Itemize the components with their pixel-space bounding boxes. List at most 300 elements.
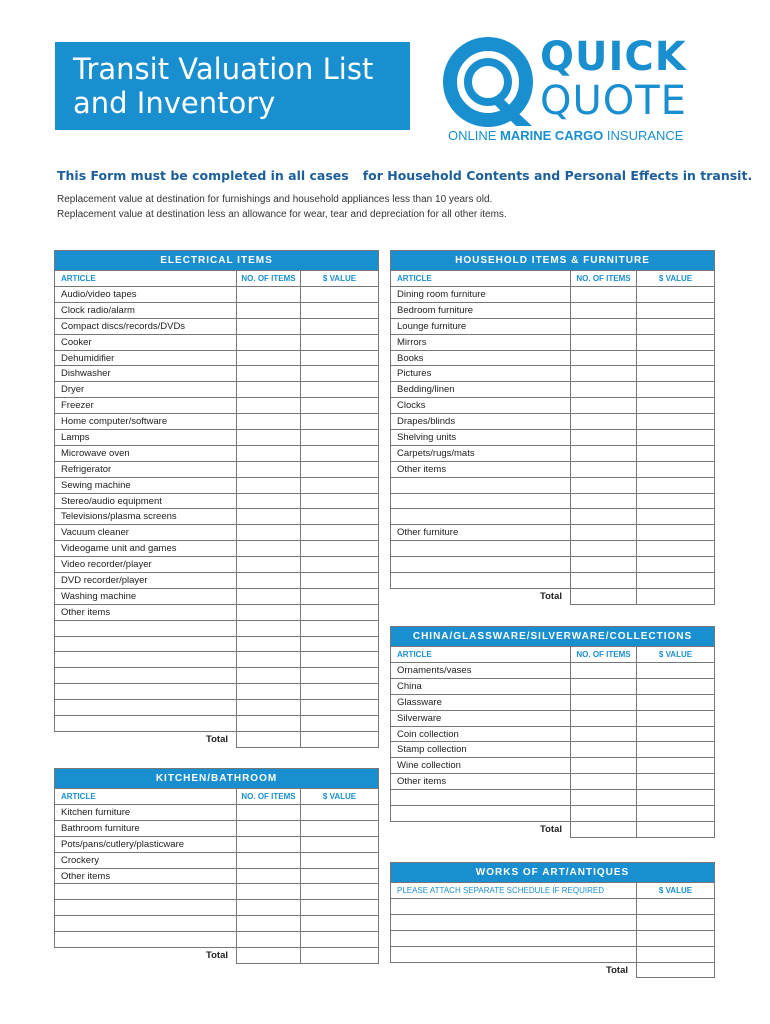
value-input-cell[interactable] <box>637 461 715 477</box>
title-line-1: Transit Valuation List <box>73 52 374 86</box>
value-input-cell[interactable] <box>301 414 379 430</box>
table-row <box>55 805 379 821</box>
count-input-cell[interactable] <box>571 382 637 398</box>
value-input-cell[interactable] <box>301 668 379 684</box>
section-title: WORKS OF ART/ANTIQUES <box>391 863 715 883</box>
value-input-cell[interactable] <box>637 445 715 461</box>
count-input-cell[interactable] <box>237 700 301 716</box>
table-row <box>55 932 379 948</box>
logo-tagline: ONLINE MARINE CARGO INSURANCE <box>448 128 684 143</box>
table-row <box>391 557 715 573</box>
table-row <box>391 710 715 726</box>
table-row <box>391 382 715 398</box>
article-cell: Bedroom furniture <box>391 302 571 318</box>
article-cell <box>55 668 237 684</box>
count-input-cell[interactable] <box>571 509 637 525</box>
value-input-cell[interactable] <box>637 350 715 366</box>
value-input-cell[interactable] <box>301 805 379 821</box>
table-row <box>391 899 715 915</box>
total-count-cell[interactable] <box>237 948 301 964</box>
count-input-cell[interactable] <box>237 302 301 318</box>
count-input-cell[interactable] <box>571 398 637 414</box>
count-input-cell[interactable] <box>237 318 301 334</box>
article-cell: Stereo/audio equipment <box>55 493 237 509</box>
count-input-cell[interactable] <box>237 916 301 932</box>
count-input-cell[interactable] <box>571 334 637 350</box>
article-cell: Pots/pans/cutlery/plasticware <box>55 836 237 852</box>
article-cell: Dishwasher <box>55 366 237 382</box>
value-input-cell[interactable] <box>301 573 379 589</box>
count-input-cell[interactable] <box>237 716 301 732</box>
value-input-cell[interactable] <box>301 700 379 716</box>
article-cell: Stamp collection <box>391 742 571 758</box>
total-label: Total <box>391 962 637 978</box>
count-input-cell[interactable] <box>237 557 301 573</box>
value-input-cell[interactable] <box>301 302 379 318</box>
table-row <box>55 541 379 557</box>
article-cell: Coin collection <box>391 726 571 742</box>
logo-word-quote: QUOTE <box>540 78 687 124</box>
value-input-cell[interactable] <box>637 318 715 334</box>
table-row <box>55 573 379 589</box>
title-line-2: and Inventory <box>73 86 276 120</box>
table-row <box>391 302 715 318</box>
count-input-cell[interactable] <box>571 350 637 366</box>
value-input-cell[interactable] <box>637 726 715 742</box>
table-row <box>391 678 715 694</box>
count-column-header: NO. OF ITEMS <box>571 647 637 663</box>
value-input-cell[interactable] <box>301 916 379 932</box>
count-input-cell[interactable] <box>571 710 637 726</box>
value-input-cell[interactable] <box>301 398 379 414</box>
section-title: CHINA/GLASSWARE/SILVERWARE/COLLECTIONS <box>391 627 715 647</box>
count-input-cell[interactable] <box>237 334 301 350</box>
article-cell <box>55 884 237 900</box>
table-row <box>55 509 379 525</box>
value-input-cell[interactable] <box>301 868 379 884</box>
value-input-cell[interactable] <box>637 758 715 774</box>
count-input-cell[interactable] <box>571 758 637 774</box>
count-input-cell[interactable] <box>237 525 301 541</box>
article-cell: Carpets/rugs/mats <box>391 445 571 461</box>
value-input-cell[interactable] <box>301 557 379 573</box>
article-cell <box>55 916 237 932</box>
count-input-cell[interactable] <box>571 694 637 710</box>
count-input-cell[interactable] <box>237 414 301 430</box>
section-title: HOUSEHOLD ITEMS & FURNITURE <box>391 251 715 271</box>
count-input-cell[interactable] <box>571 302 637 318</box>
article-cell <box>55 636 237 652</box>
value-input-cell[interactable] <box>301 477 379 493</box>
article-cell: Mirrors <box>391 334 571 350</box>
count-input-cell[interactable] <box>571 557 637 573</box>
value-input-cell[interactable] <box>637 573 715 589</box>
article-cell: Books <box>391 350 571 366</box>
count-input-cell[interactable] <box>237 573 301 589</box>
value-input-cell[interactable] <box>301 334 379 350</box>
table-row <box>391 509 715 525</box>
article-cell: China <box>391 678 571 694</box>
table-row <box>391 694 715 710</box>
table-row <box>55 557 379 573</box>
table-row <box>391 758 715 774</box>
table-row <box>391 493 715 509</box>
total-value-cell[interactable] <box>637 962 715 978</box>
count-input-cell[interactable] <box>237 445 301 461</box>
value-input-cell[interactable] <box>301 509 379 525</box>
table-row <box>391 946 715 962</box>
value-input-cell[interactable] <box>637 899 715 915</box>
count-input-cell[interactable] <box>237 868 301 884</box>
count-input-cell[interactable] <box>237 493 301 509</box>
article-cell: Freezer <box>55 398 237 414</box>
value-input-cell[interactable] <box>301 716 379 732</box>
table-row <box>55 318 379 334</box>
article-cell <box>55 700 237 716</box>
count-input-cell[interactable] <box>237 805 301 821</box>
count-input-cell[interactable] <box>237 836 301 852</box>
article-cell <box>55 684 237 700</box>
table-row <box>391 366 715 382</box>
total-value-cell[interactable] <box>637 821 715 837</box>
article-cell: Lamps <box>55 430 237 446</box>
value-input-cell[interactable] <box>301 684 379 700</box>
replacement-note-2: Replacement value at destination less an allowance for wear, tear and depreciation for all other items. <box>57 209 507 220</box>
attach-schedule-note: PLEASE ATTACH SEPARATE SCHEDULE IF REQUIRED <box>391 883 637 899</box>
total-label: Total <box>391 821 571 837</box>
article-cell: Home computer/software <box>55 414 237 430</box>
table-row <box>391 806 715 822</box>
kitchen-bathroom-table <box>54 768 379 964</box>
article-cell: Televisions/plasma screens <box>55 509 237 525</box>
value-input-cell[interactable] <box>637 287 715 303</box>
table-header-row <box>391 863 715 883</box>
table-row <box>55 477 379 493</box>
article-cell <box>391 806 571 822</box>
count-input-cell[interactable] <box>571 774 637 790</box>
article-cell: Other items <box>391 461 571 477</box>
value-input-cell[interactable] <box>637 663 715 679</box>
count-input-cell[interactable] <box>571 573 637 589</box>
article-cell: Lounge furniture <box>391 318 571 334</box>
electrical-items-table <box>54 250 379 748</box>
count-input-cell[interactable] <box>237 884 301 900</box>
article-cell: Clocks <box>391 398 571 414</box>
count-input-cell[interactable] <box>571 790 637 806</box>
count-input-cell[interactable] <box>571 493 637 509</box>
value-input-cell[interactable] <box>637 509 715 525</box>
value-input-cell[interactable] <box>301 461 379 477</box>
value-input-cell[interactable] <box>637 541 715 557</box>
article-cell: Dining room furniture <box>391 287 571 303</box>
count-input-cell[interactable] <box>237 588 301 604</box>
value-input-cell[interactable] <box>637 477 715 493</box>
count-input-cell[interactable] <box>237 620 301 636</box>
total-count-cell[interactable] <box>237 731 301 747</box>
table-row <box>55 350 379 366</box>
count-input-cell[interactable] <box>237 398 301 414</box>
count-input-cell[interactable] <box>571 445 637 461</box>
table-row <box>391 663 715 679</box>
count-input-cell[interactable] <box>571 726 637 742</box>
article-cell: Dryer <box>55 382 237 398</box>
count-input-cell[interactable] <box>571 318 637 334</box>
value-input-cell[interactable] <box>637 678 715 694</box>
table-row <box>55 868 379 884</box>
article-cell: Cooker <box>55 334 237 350</box>
article-column-header: ARTICLE <box>55 789 237 805</box>
value-input-cell[interactable] <box>301 652 379 668</box>
table-row <box>391 398 715 414</box>
article-cell: Glassware <box>391 694 571 710</box>
value-input-cell[interactable] <box>301 884 379 900</box>
value-input-cell[interactable] <box>301 604 379 620</box>
article-cell: Shelving units <box>391 430 571 446</box>
count-input-cell[interactable] <box>237 461 301 477</box>
count-input-cell[interactable] <box>571 678 637 694</box>
household-furniture-table <box>390 250 715 605</box>
article-cell: Audio/video tapes <box>55 287 237 303</box>
count-input-cell[interactable] <box>237 668 301 684</box>
table-row <box>55 382 379 398</box>
article-cell <box>391 541 571 557</box>
value-input-cell[interactable] <box>301 525 379 541</box>
count-input-cell[interactable] <box>571 287 637 303</box>
value-input-cell[interactable] <box>301 932 379 948</box>
article-cell: Clock radio/alarm <box>55 302 237 318</box>
total-row <box>55 948 379 964</box>
article-cell: Other furniture <box>391 525 571 541</box>
count-input-cell[interactable] <box>237 430 301 446</box>
column-header-row <box>55 789 379 805</box>
value-input-cell[interactable] <box>637 914 715 930</box>
table-row <box>55 684 379 700</box>
value-input-cell[interactable] <box>301 382 379 398</box>
count-column-header: NO. OF ITEMS <box>237 271 301 287</box>
total-value-cell[interactable] <box>301 731 379 747</box>
section-title: ELECTRICAL ITEMS <box>55 251 379 271</box>
count-column-header: NO. OF ITEMS <box>571 271 637 287</box>
article-cell: Bathroom furniture <box>55 820 237 836</box>
article-cell: Ornaments/vases <box>391 663 571 679</box>
article-input-cell[interactable] <box>391 930 637 946</box>
value-input-cell[interactable] <box>637 694 715 710</box>
article-cell: Kitchen furniture <box>55 805 237 821</box>
table-row <box>391 350 715 366</box>
value-input-cell[interactable] <box>637 946 715 962</box>
value-input-cell[interactable] <box>301 493 379 509</box>
count-input-cell[interactable] <box>237 477 301 493</box>
count-input-cell[interactable] <box>571 525 637 541</box>
count-input-cell[interactable] <box>237 684 301 700</box>
value-input-cell[interactable] <box>301 636 379 652</box>
total-count-cell[interactable] <box>571 588 637 604</box>
article-cell: Other items <box>391 774 571 790</box>
table-row <box>55 852 379 868</box>
count-input-cell[interactable] <box>571 414 637 430</box>
count-input-cell[interactable] <box>571 430 637 446</box>
table-row <box>391 930 715 946</box>
value-input-cell[interactable] <box>637 302 715 318</box>
count-input-cell[interactable] <box>571 806 637 822</box>
article-cell: Video recorder/player <box>55 557 237 573</box>
value-input-cell[interactable] <box>301 366 379 382</box>
title-banner <box>55 42 410 130</box>
value-input-cell[interactable] <box>637 710 715 726</box>
value-input-cell[interactable] <box>637 398 715 414</box>
column-header-row <box>391 883 715 899</box>
count-input-cell[interactable] <box>237 652 301 668</box>
article-cell: DVD recorder/player <box>55 573 237 589</box>
value-input-cell[interactable] <box>301 541 379 557</box>
total-row <box>391 821 715 837</box>
table-row <box>391 790 715 806</box>
article-cell <box>391 509 571 525</box>
table-row <box>55 716 379 732</box>
replacement-note-1: Replacement value at destination for furnishings and household appliances less than 10 years old. <box>57 194 493 205</box>
table-row <box>55 836 379 852</box>
logo-word-quick: QUICK <box>540 34 687 80</box>
value-input-cell[interactable] <box>637 930 715 946</box>
value-column-header: $ VALUE <box>637 647 715 663</box>
table-row <box>55 668 379 684</box>
article-cell: Dehumidifier <box>55 350 237 366</box>
article-cell <box>391 493 571 509</box>
value-column-header: $ VALUE <box>301 271 379 287</box>
article-input-cell[interactable] <box>391 914 637 930</box>
article-cell <box>391 790 571 806</box>
count-input-cell[interactable] <box>237 287 301 303</box>
article-cell <box>55 716 237 732</box>
value-input-cell[interactable] <box>301 588 379 604</box>
article-cell <box>55 652 237 668</box>
count-input-cell[interactable] <box>237 366 301 382</box>
count-input-cell[interactable] <box>571 742 637 758</box>
article-cell <box>391 557 571 573</box>
article-cell <box>391 573 571 589</box>
count-input-cell[interactable] <box>571 477 637 493</box>
table-row <box>391 318 715 334</box>
article-cell: Silverware <box>391 710 571 726</box>
value-input-cell[interactable] <box>301 900 379 916</box>
total-value-cell[interactable] <box>637 588 715 604</box>
article-column-header: ARTICLE <box>391 647 571 663</box>
count-column-header: NO. OF ITEMS <box>237 789 301 805</box>
table-row <box>55 620 379 636</box>
table-row <box>55 636 379 652</box>
value-input-cell[interactable] <box>301 350 379 366</box>
value-input-cell[interactable] <box>637 790 715 806</box>
count-input-cell[interactable] <box>237 900 301 916</box>
table-row <box>55 916 379 932</box>
total-row <box>55 731 379 747</box>
value-input-cell[interactable] <box>301 620 379 636</box>
article-cell <box>55 932 237 948</box>
count-input-cell[interactable] <box>571 541 637 557</box>
article-cell: Videogame unit and games <box>55 541 237 557</box>
article-column-header: ARTICLE <box>55 271 237 287</box>
article-cell: Bedding/linen <box>391 382 571 398</box>
article-cell: Other items <box>55 604 237 620</box>
value-input-cell[interactable] <box>301 836 379 852</box>
value-input-cell[interactable] <box>637 557 715 573</box>
count-input-cell[interactable] <box>237 820 301 836</box>
article-cell: Crockery <box>55 852 237 868</box>
count-input-cell[interactable] <box>571 461 637 477</box>
value-input-cell[interactable] <box>637 414 715 430</box>
table-row <box>391 477 715 493</box>
count-input-cell[interactable] <box>237 350 301 366</box>
article-cell <box>55 620 237 636</box>
value-input-cell[interactable] <box>301 287 379 303</box>
q-swirl-icon <box>440 30 540 130</box>
table-header-row <box>391 251 715 271</box>
table-row <box>55 588 379 604</box>
value-input-cell[interactable] <box>301 430 379 446</box>
article-cell: Wine collection <box>391 758 571 774</box>
article-input-cell[interactable] <box>391 946 637 962</box>
count-input-cell[interactable] <box>237 932 301 948</box>
value-input-cell[interactable] <box>637 334 715 350</box>
table-row <box>391 445 715 461</box>
count-input-cell[interactable] <box>237 509 301 525</box>
form-notice: This Form must be completed in all cases for Household Contents and Personal Effects in transit. <box>57 168 753 183</box>
value-input-cell[interactable] <box>301 318 379 334</box>
table-row <box>55 900 379 916</box>
value-input-cell[interactable] <box>637 525 715 541</box>
total-value-cell[interactable] <box>301 948 379 964</box>
table-row <box>55 884 379 900</box>
article-cell: Refrigerator <box>55 461 237 477</box>
table-row <box>55 493 379 509</box>
value-input-cell[interactable] <box>637 774 715 790</box>
table-row <box>391 287 715 303</box>
value-input-cell[interactable] <box>637 493 715 509</box>
value-input-cell[interactable] <box>301 445 379 461</box>
count-input-cell[interactable] <box>237 636 301 652</box>
value-input-cell[interactable] <box>637 742 715 758</box>
table-row <box>55 445 379 461</box>
total-count-cell[interactable] <box>571 821 637 837</box>
value-input-cell[interactable] <box>637 382 715 398</box>
article-input-cell[interactable] <box>391 899 637 915</box>
article-cell: Sewing machine <box>55 477 237 493</box>
works-of-art-table <box>390 862 715 978</box>
count-input-cell[interactable] <box>237 382 301 398</box>
count-input-cell[interactable] <box>237 604 301 620</box>
table-row <box>55 398 379 414</box>
value-input-cell[interactable] <box>301 852 379 868</box>
value-input-cell[interactable] <box>301 820 379 836</box>
count-input-cell[interactable] <box>237 852 301 868</box>
value-input-cell[interactable] <box>637 430 715 446</box>
table-row <box>391 541 715 557</box>
count-input-cell[interactable] <box>571 366 637 382</box>
table-row <box>391 430 715 446</box>
table-row <box>55 604 379 620</box>
article-column-header: ARTICLE <box>391 271 571 287</box>
value-input-cell[interactable] <box>637 806 715 822</box>
table-row <box>391 726 715 742</box>
table-row <box>55 430 379 446</box>
count-input-cell[interactable] <box>571 663 637 679</box>
value-input-cell[interactable] <box>637 366 715 382</box>
table-row <box>391 573 715 589</box>
count-input-cell[interactable] <box>237 541 301 557</box>
table-row <box>55 820 379 836</box>
table-row <box>55 334 379 350</box>
table-row <box>391 525 715 541</box>
